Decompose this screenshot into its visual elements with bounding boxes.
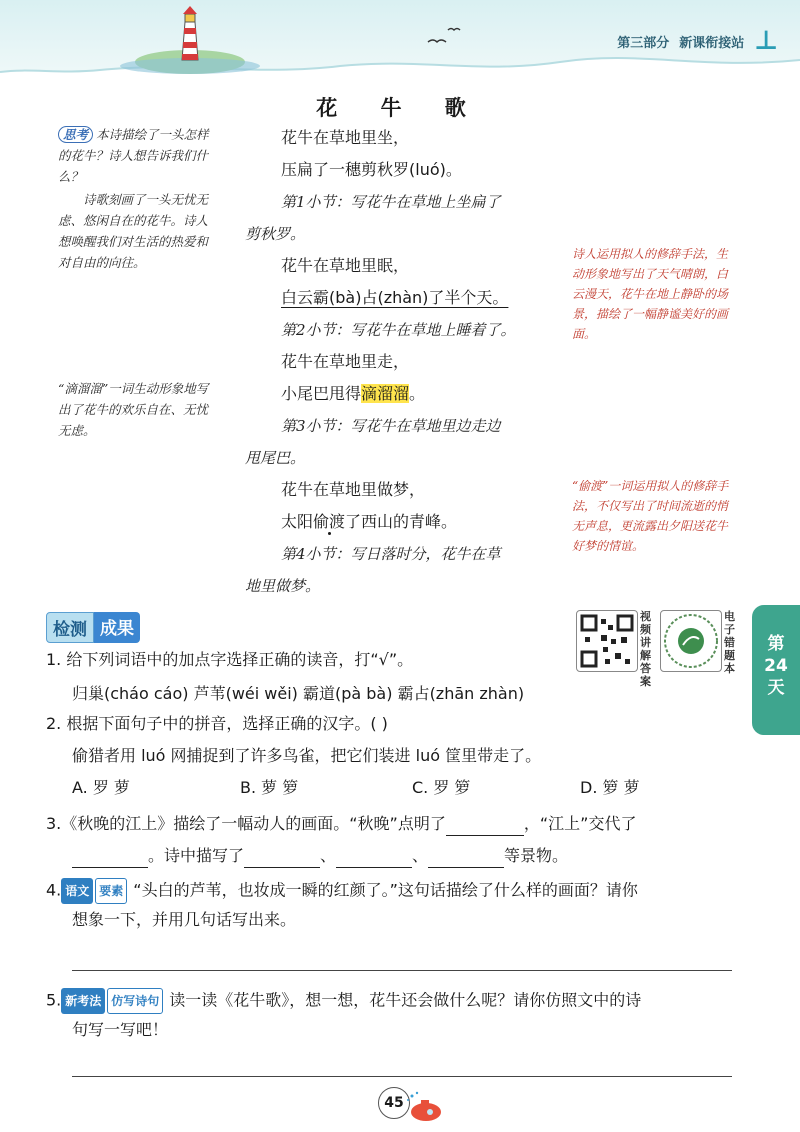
question-3-text-a: 3.《秋晚的江上》描绘了一幅动人的画面。“秋晚”点明了: [46, 814, 446, 833]
question-2-option-d: D. 箩 萝: [580, 778, 640, 797]
question-3-text-d: 等景物。: [504, 846, 569, 865]
day-tab-line2: 24: [764, 656, 788, 676]
poem-text: 。: [409, 384, 426, 403]
submarine-icon: [404, 1090, 444, 1124]
section-title-b: 成果: [94, 612, 140, 643]
question-4-text: “头白的芦苇，也妆成一瞬的红颜了。”这句话描绘了什么样的画面？请你: [133, 880, 638, 900]
question-4-number: 4.: [46, 880, 62, 900]
question-3-text-b: ，“江上”交代了: [523, 814, 637, 833]
question-5: [46, 988, 641, 1014]
stanza-note-cont: 甩尾巴。: [245, 449, 306, 467]
separator: 、: [412, 846, 429, 865]
didi-note-text: “滴溜溜”一词生动形象地写出了花牛的欢乐自在、无忧无虑。: [58, 381, 209, 438]
question-2-option-b: B. 萝 箩: [240, 778, 299, 797]
question-2-sentence: 偷猎者用 luó 网捕捉到了许多鸟雀，把它们装进 luó 筐里带走了。: [72, 746, 542, 765]
page-number: 45: [378, 1087, 410, 1119]
poem-line: [245, 378, 555, 410]
answer-line[interactable]: [72, 1076, 732, 1077]
stanza-note: 第3小节：写花牛在草地里边走边: [281, 417, 501, 435]
didi-note: [58, 378, 218, 441]
right-note-1: [572, 244, 732, 344]
question-4: [46, 878, 638, 904]
poem-body: [245, 122, 555, 602]
question-2-option-c: C. 罗 箩: [412, 778, 471, 797]
qr-icon: [661, 611, 721, 671]
question-5-cont: 句写一写吧！: [72, 1020, 169, 1039]
stanza-note-cont: 剪秋罗。: [245, 225, 306, 243]
question-2: 2. 根据下面句子中的拼音，选择正确的汉字。( ): [46, 714, 388, 733]
question-1: 1. 给下列词语中的加点字选择正确的读音，打“√”。: [46, 650, 414, 669]
highlight-word: 滴溜溜: [361, 384, 410, 403]
poem-text: 小尾巴甩得: [281, 384, 362, 403]
answer-blank[interactable]: [428, 847, 504, 868]
answer-blank[interactable]: [446, 815, 524, 836]
right-note-1-text: 诗人运用拟人的修辞手法，生动形象地写出了天气晴朗，白云漫天，花牛在地上静卧的场景，描绘了一幅静谧美好的画面。: [572, 247, 729, 341]
answer-blank[interactable]: [336, 847, 412, 868]
think-question: 本诗描绘了一头怎样的花牛？诗人想告诉我们什么？: [58, 127, 209, 184]
section-label: 第三部分: [617, 35, 670, 51]
tag-yaosu: 要素: [95, 878, 127, 904]
answer-blank[interactable]: [244, 847, 320, 868]
separator: 、: [320, 846, 337, 865]
question-2-option-a: A. 罗 萝: [72, 778, 130, 797]
lamp-mark-icon: ⊥: [754, 26, 778, 56]
qr-label-error-book: 电子错题本: [724, 610, 735, 675]
question-3-cont: [72, 844, 568, 868]
question-5-number: 5.: [46, 990, 62, 1010]
question-5-text: 读一读《花牛歌》，想一想，花牛还会做什么呢？请你仿照文中的诗: [169, 990, 642, 1010]
poem-line: 压扁了一穗剪秋罗(luó)。: [281, 160, 462, 179]
question-3: [46, 812, 636, 836]
section-title-a: 检测: [46, 612, 94, 643]
stanza-note: 第1小节：写花牛在草地上坐扁了: [281, 193, 501, 211]
think-note: [58, 124, 218, 273]
tag-new-exam: 新考法: [61, 988, 105, 1014]
poem-line: 花牛在草地里走，: [281, 352, 410, 371]
answer-line[interactable]: [72, 970, 732, 971]
think-answer: 诗歌刻画了一头无忧无虑、悠闲自在的花牛。诗人想唤醒我们对生活的热爱和对自由的向往。: [58, 192, 209, 270]
poem-text: 了西山的青峰。: [345, 512, 458, 531]
question-4-cont: 想象一下，并用几句话写出来。: [72, 910, 297, 929]
stanza-note: 第2小节：写花牛在草地上睡着了。: [281, 321, 516, 339]
section-title: [46, 612, 140, 643]
poem-title: 花 牛 歌: [316, 96, 484, 120]
header-right: [617, 28, 778, 54]
qr-icon: [577, 611, 637, 671]
right-note-2-text: “偷渡”一词运用拟人的修辞手法，不仅写出了时间流逝的悄无声息，更流露出夕阳送花牛好梦的情谊。: [572, 479, 729, 553]
right-note-2: [572, 476, 732, 556]
question-1-items: 归巢(cháo cáo) 芦苇(wéi wěi) 霸道(pà bà) 霸占(zhān zhàn): [72, 684, 525, 703]
poem-line: 花牛在草地里做梦，: [281, 480, 426, 499]
qr-code-error-book[interactable]: [660, 610, 722, 672]
answer-blank[interactable]: [72, 847, 148, 868]
poem-text: 太阳: [281, 512, 314, 531]
day-tab-line3: 天: [767, 678, 785, 698]
day-tab: [752, 605, 800, 735]
think-label: 思考: [58, 126, 93, 143]
qr-code-video[interactable]: [576, 610, 638, 672]
stanza-note-cont: 地里做梦。: [245, 577, 321, 595]
day-tab-line1: 第: [767, 634, 785, 654]
poem-line: [245, 506, 555, 538]
poem-line: 花牛在草地里坐，: [281, 128, 410, 147]
question-3-text-c: 。诗中描写了: [148, 846, 245, 865]
dotted-word: 偷渡: [313, 512, 346, 531]
tag-imitate: 仿写诗句: [107, 988, 163, 1014]
stanza-note: 第4小节：写日落时分，花牛在草: [281, 545, 501, 563]
tag-yuwen: 语文: [61, 878, 93, 904]
poem-line: 花牛在草地里眠，: [281, 256, 410, 275]
qr-label-video: 视频讲解答案: [640, 610, 651, 688]
poem-line-underlined: 白云霸(bà)占(zhàn)了半个天。: [281, 288, 509, 307]
header-subtitle: 新课衔接站: [679, 35, 745, 51]
